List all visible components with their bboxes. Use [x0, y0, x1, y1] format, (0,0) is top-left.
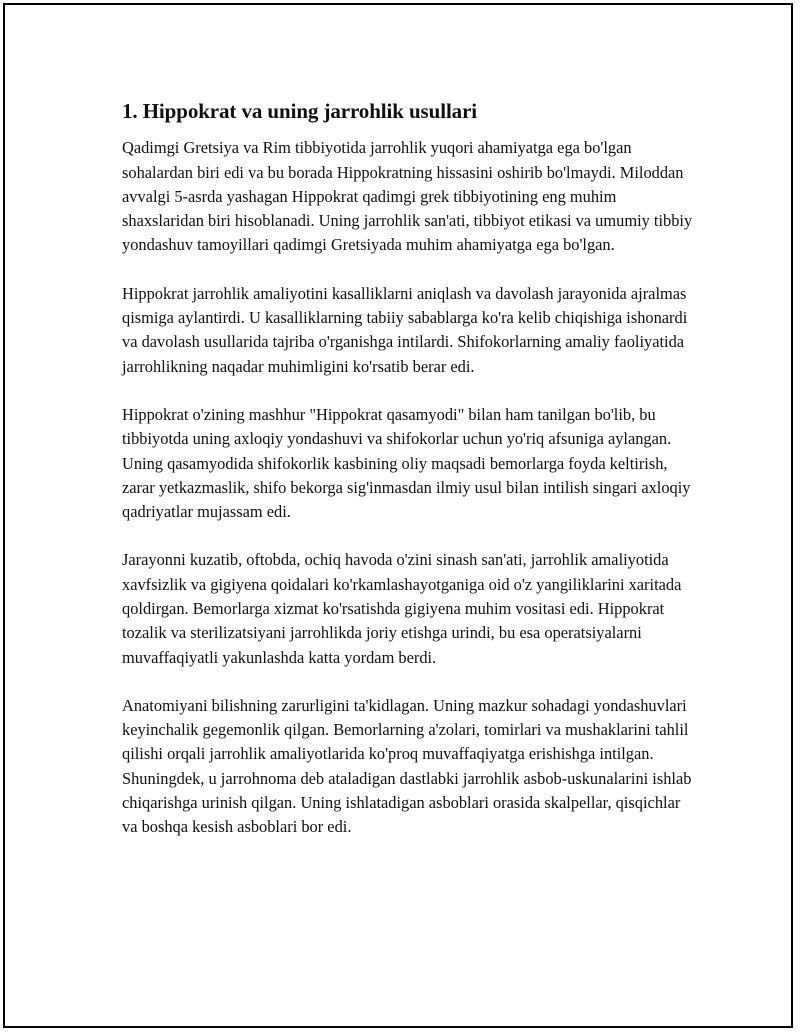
- paragraph-1: Qadimgi Gretsiya va Rim tibbiyotida jarrohlik yuqori ahamiyatga ega bo'lgan sohalardan biri edi va bu borada Hippokratning hissasini oshirib bo'lmaydi. Miloddan avvalgi 5-asrda yashagan Hippokrat qadimgi grek tibbiyotining eng muhim shaxslaridan biri hisoblanadi. Uning jarrohlik san'ati, tibbiyot etikasi va umumiy tibbiy yondashuv tamoyillari qadimgi Gretsiyada muhim ahamiyatga ega bo'lgan.: [122, 138, 693, 255]
- paragraph-5: Anatomiyani bilishning zarurligini ta'kidlagan. Uning mazkur sohadagi yondashuvlari keyinchalik gegemonlik qilgan. Bemorlarning a'zolari, tomirlari va mushaklarini tahlil qilishi orqali jarrohlik amaliyotlarida ko'proq muvaffaqiyatga erishishga intilgan. Shuningdek, u jarrohnoma deb ataladigan dastlabki jarrohlik asbob-uskunalarini ishlab chiqarishga urinish qilgan. Uning ishlatadigan asboblari orasida skalpellar, qisqichlar va boshqa kesish asboblari bor edi.: [122, 695, 692, 837]
- paragraph-4: Jarayonni kuzatib, oftobda, ochiq havoda o'zini sinash san'ati, jarrohlik amaliyotida xavfsizlik va gigiyena qoidalari ko'rkamlashayotganiga oid o'z yangiliklarini xaritada qoldirgan. Bemorlarga xizmat ko'rsatishda gigiyena muhim vositasi edi. Hippokrat tozalik va sterilizatsiyani jarrohlikda joriy etishga urindi, bu esa operatsiyalarni muvaffaqiyatli yakunlashda katta yordam berdi.: [122, 550, 682, 667]
- document-body: [122, 98, 697, 864]
- section-heading: 1. Hippokrat va uning jarrohlik usullari: [122, 99, 478, 123]
- paragraph-2: Hippokrat jarrohlik amaliyotini kasalliklarni aniqlash va davolash jarayonida ajralmas qismiga aylantirdi. U kasalliklarning tabiiy sabablarga ko'ra kelib chiqishiga ishonardi va davolash usullarida tajriba o'rganishga intilardi. Shifokorlarning amaliy faoliyatida jarrohlikning naqadar muhimligini ko'rsatib berar edi.: [122, 283, 688, 376]
- page-frame: [3, 3, 793, 1028]
- paragraph-3: Hippokrat o'zining mashhur "Hippokrat qasamyodi" bilan ham tanilgan bo'lib, bu tibbiyotda uning axloqiy yondashuvi va shifokorlar uchun yo'riq afsuniga aylangan. Uning qasamyodida shifokorlik kasbining oliy maqsadi bemorlarga foyda keltirish, zarar yetkazmaslik, shifo bekorga sig'inmasdan ilmiy usul bilan intilish singari axloqiy qadriyatlar mujassam edi.: [122, 404, 691, 522]
